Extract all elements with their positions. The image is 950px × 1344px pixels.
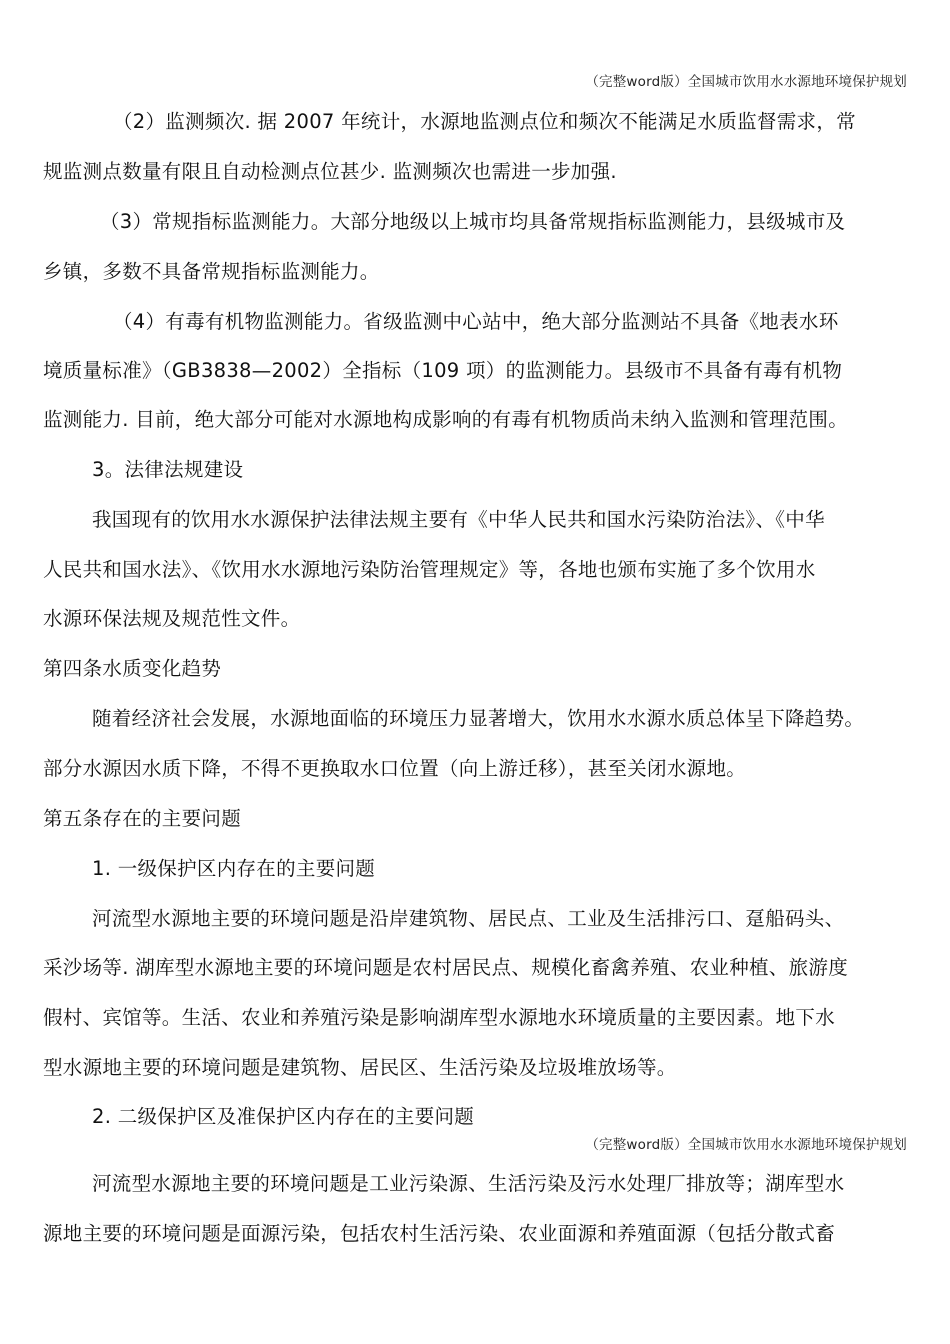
section-heading: 2. 二级保护区及准保护区内存在的主要问题 (92, 1105, 475, 1128)
paragraph-line: 部分水源因水质下降，不得不更换取水口位置（向上游迁移），甚至关闭水源地。 (43, 757, 747, 780)
paragraph-line: （4）有毒有机物监测能力。省级监测中心站中，绝大部分监测站不具备《地表水环 (113, 310, 839, 333)
article-heading: 第四条水质变化趋势 (43, 657, 222, 680)
section-heading: 3。法律法规建设 (92, 458, 244, 481)
paragraph-line: 我国现有的饮用水水源保护法律法规主要有《中华人民共和国水污染防治法》、《中华 (92, 508, 825, 531)
article-heading: 第五条存在的主要问题 (43, 807, 242, 830)
running-header-top: （完整word版）全国城市饮用水水源地环境保护规划 (585, 74, 907, 90)
paragraph-line: 水源环保法规及规范性文件。 (43, 607, 301, 630)
paragraph-line: 乡镇，多数不具备常规指标监测能力。 (43, 260, 380, 283)
paragraph-line: 采沙场等. 湖库型水源地主要的环境问题是农村居民点、规模化畜禽养殖、农业种植、旅游度 (43, 956, 848, 979)
paragraph-line: 规监测点数量有限且自动检测点位甚少. 监测频次也需进一步加强. (43, 160, 617, 183)
paragraph-line: 型水源地主要的环境问题是建筑物、居民区、生活污染及垃圾堆放场等。 (43, 1056, 677, 1079)
paragraph-line: 假村、宾馆等。生活、农业和养殖污染是影响湖库型水源地水环境质量的主要因素。地下水 (43, 1006, 836, 1029)
paragraph-line: （2）监测频次. 据 2007 年统计，水源地监测点位和频次不能满足水质监督需求，常 (113, 110, 856, 133)
paragraph-line: 人民共和国水法》、《饮用水水源地污染防治管理规定》等，各地也颁布实施了多个饮用水 (43, 558, 816, 581)
section-heading: 1. 一级保护区内存在的主要问题 (92, 857, 376, 880)
paragraph-line: 河流型水源地主要的环境问题是沿岸建筑物、居民点、工业及生活排污口、趸船码头、 (92, 907, 845, 930)
paragraph-line: 随着经济社会发展，水源地面临的环境压力显著增大，饮用水水源水质总体呈下降趋势。 (92, 707, 865, 730)
paragraph-line: 监测能力. 目前，绝大部分可能对水源地构成影响的有毒有机物质尚未纳入监测和管理范围。 (43, 408, 848, 431)
paragraph-line: 源地主要的环境问题是面源污染，包括农村生活污染、农业面源和养殖面源（包括分散式畜 (43, 1222, 836, 1245)
paragraph-line: 境质量标准》（GB3838—2002）全指标（109 项）的监测能力。县级市不具备有毒有机物 (43, 359, 843, 382)
paragraph-line: （3）常规指标监测能力。大部分地级以上城市均具备常规指标监测能力，县级城市及 (100, 210, 846, 233)
paragraph-line: 河流型水源地主要的环境问题是工业污染源、生活污染及污水处理厂排放等；湖库型水 (92, 1172, 845, 1195)
running-header-mid: （完整word版）全国城市饮用水水源地环境保护规划 (585, 1137, 907, 1153)
